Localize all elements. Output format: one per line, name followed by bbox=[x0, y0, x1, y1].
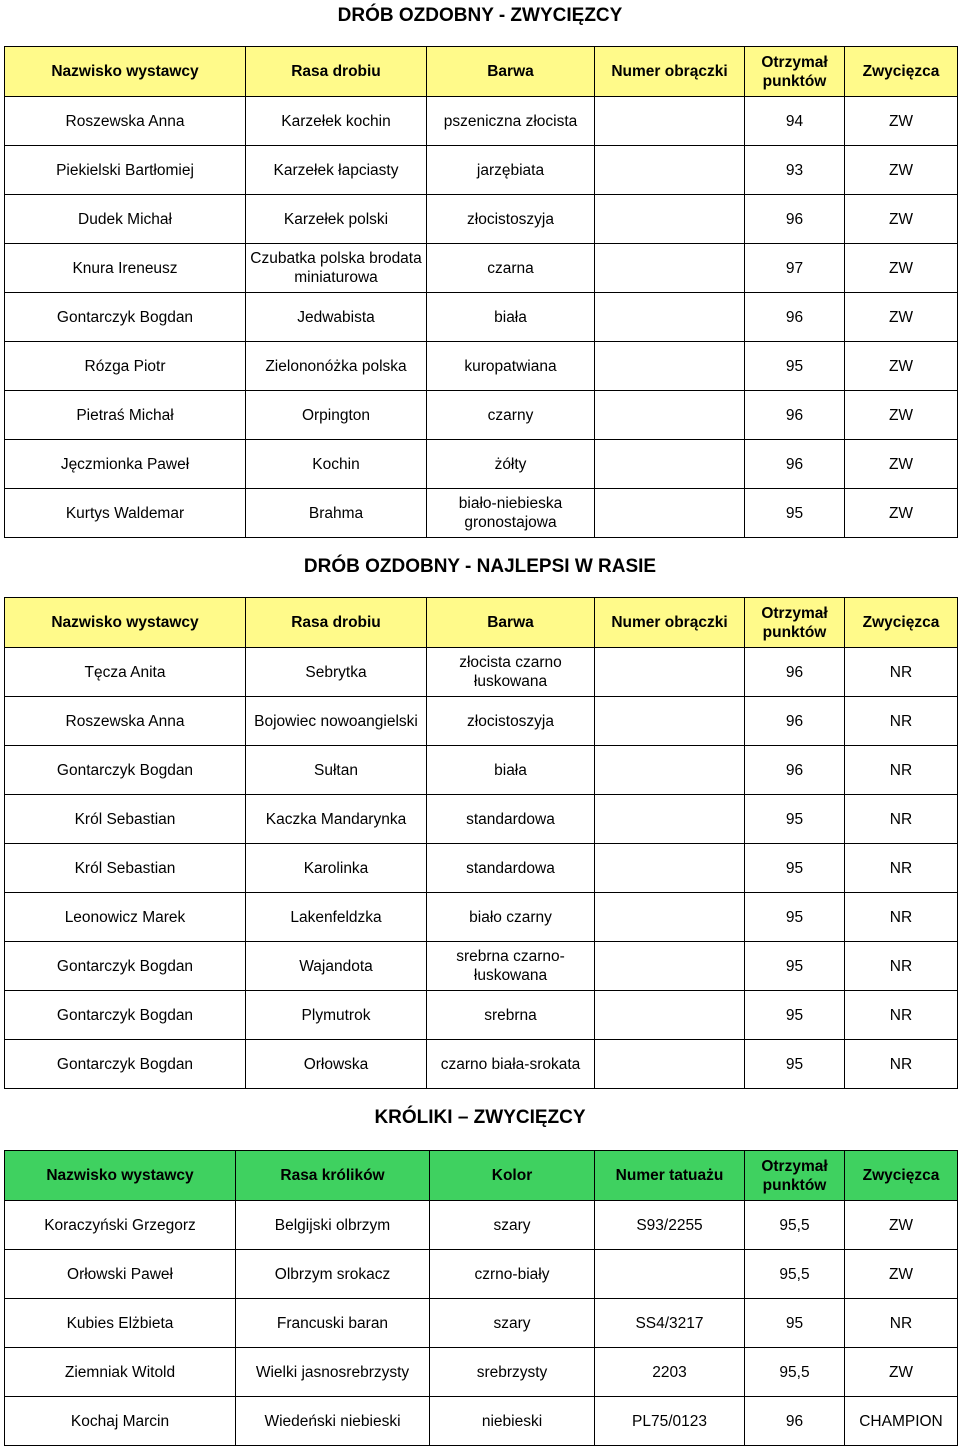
cell-points: 96 bbox=[745, 195, 845, 244]
cell-color: złocista czarno łuskowana bbox=[427, 648, 595, 697]
cell-exhibitor-name: Kochaj Marcin bbox=[5, 1397, 236, 1446]
header-ring-number: Numer tatuażu bbox=[595, 1151, 745, 1201]
cell-ring-number bbox=[595, 844, 745, 893]
cell-ring-number bbox=[595, 489, 745, 538]
header-color: Kolor bbox=[430, 1151, 595, 1201]
cell-winner: ZW bbox=[845, 146, 958, 195]
cell-ring-number bbox=[595, 391, 745, 440]
header-ring-number: Numer obrączki bbox=[595, 47, 745, 97]
cell-ring-number bbox=[595, 146, 745, 195]
cell-color: czarno biała-srokata bbox=[427, 1040, 595, 1089]
cell-winner: CHAMPION bbox=[845, 1397, 958, 1446]
cell-breed: Wielki jasnosrebrzysty bbox=[236, 1348, 430, 1397]
cell-breed: Orłowska bbox=[246, 1040, 427, 1089]
cell-points: 96 bbox=[745, 746, 845, 795]
table-row bbox=[5, 489, 958, 538]
cell-points: 95 bbox=[745, 942, 845, 991]
header-points: Otrzymał punktów bbox=[745, 1151, 845, 1201]
cell-winner: ZW bbox=[845, 195, 958, 244]
cell-breed: Belgijski olbrzym bbox=[236, 1201, 430, 1250]
cell-breed: Karzełek kochin bbox=[246, 97, 427, 146]
section-title-rabbit-winners: KRÓLIKI – ZWYCIĘZCY bbox=[374, 1107, 586, 1128]
cell-ring-number bbox=[595, 697, 745, 746]
cell-exhibitor-name: Kurtys Waldemar bbox=[5, 489, 246, 538]
poultry-winners-table bbox=[4, 46, 958, 538]
table-header-row bbox=[5, 1151, 958, 1201]
cell-ring-number bbox=[595, 648, 745, 697]
cell-winner: NR bbox=[845, 942, 958, 991]
table-row bbox=[5, 991, 958, 1040]
cell-exhibitor-name: Ziemniak Witold bbox=[5, 1348, 236, 1397]
cell-exhibitor-name: Król Sebastian bbox=[5, 844, 246, 893]
cell-ring-number bbox=[595, 1040, 745, 1089]
header-color: Barwa bbox=[427, 47, 595, 97]
cell-winner: ZW bbox=[845, 244, 958, 293]
cell-color: biała bbox=[427, 293, 595, 342]
cell-points: 96 bbox=[745, 391, 845, 440]
cell-points: 96 bbox=[745, 293, 845, 342]
cell-points: 95 bbox=[745, 795, 845, 844]
cell-exhibitor-name: Tęcza Anita bbox=[5, 648, 246, 697]
header-breed: Rasa drobiu bbox=[246, 47, 427, 97]
table-row bbox=[5, 146, 958, 195]
table-row bbox=[5, 391, 958, 440]
cell-exhibitor-name: Piekielski Bartłomiej bbox=[5, 146, 246, 195]
cell-breed: Czubatka polska brodata miniaturowa bbox=[246, 244, 427, 293]
table-row bbox=[5, 97, 958, 146]
cell-breed: Plymutrok bbox=[246, 991, 427, 1040]
cell-winner: ZW bbox=[845, 97, 958, 146]
cell-points: 95,5 bbox=[745, 1201, 845, 1250]
cell-winner: NR bbox=[845, 1040, 958, 1089]
cell-exhibitor-name: Król Sebastian bbox=[5, 795, 246, 844]
table-row bbox=[5, 195, 958, 244]
cell-color: biała bbox=[427, 746, 595, 795]
cell-points: 95 bbox=[745, 1040, 845, 1089]
cell-exhibitor-name: Gontarczyk Bogdan bbox=[5, 1040, 246, 1089]
cell-points: 96 bbox=[745, 648, 845, 697]
table-row bbox=[5, 293, 958, 342]
cell-ring-number bbox=[595, 440, 745, 489]
cell-exhibitor-name: Orłowski Paweł bbox=[5, 1250, 236, 1299]
cell-ring-number: PL75/0123 bbox=[595, 1397, 745, 1446]
cell-breed: Orpington bbox=[246, 391, 427, 440]
cell-color: srebrna bbox=[427, 991, 595, 1040]
cell-color: szary bbox=[430, 1201, 595, 1250]
cell-color: czarna bbox=[427, 244, 595, 293]
cell-exhibitor-name: Dudek Michał bbox=[5, 195, 246, 244]
cell-color: standardowa bbox=[427, 795, 595, 844]
cell-points: 95 bbox=[745, 342, 845, 391]
section-title-poultry-best-in-breed: DRÓB OZDOBNY - NAJLEPSI W RASIE bbox=[303, 556, 657, 577]
cell-ring-number bbox=[595, 342, 745, 391]
cell-breed: Wiedeński niebieski bbox=[236, 1397, 430, 1446]
cell-winner: NR bbox=[845, 1299, 958, 1348]
cell-points: 95 bbox=[745, 991, 845, 1040]
header-ring-number: Numer obrączki bbox=[595, 598, 745, 648]
cell-points: 95,5 bbox=[745, 1250, 845, 1299]
cell-breed: Karolinka bbox=[246, 844, 427, 893]
cell-winner: ZW bbox=[845, 342, 958, 391]
cell-ring-number bbox=[595, 746, 745, 795]
cell-color: standardowa bbox=[427, 844, 595, 893]
cell-exhibitor-name: Roszewska Anna bbox=[5, 97, 246, 146]
cell-winner: ZW bbox=[845, 391, 958, 440]
table-row bbox=[5, 342, 958, 391]
cell-breed: Jedwabista bbox=[246, 293, 427, 342]
cell-exhibitor-name: Gontarczyk Bogdan bbox=[5, 293, 246, 342]
cell-breed: Francuski baran bbox=[236, 1299, 430, 1348]
table-row bbox=[5, 1201, 958, 1250]
table-row bbox=[5, 1250, 958, 1299]
cell-winner: ZW bbox=[845, 440, 958, 489]
cell-exhibitor-name: Kubies Elżbieta bbox=[5, 1299, 236, 1348]
cell-points: 95 bbox=[745, 489, 845, 538]
cell-ring-number: 2203 bbox=[595, 1348, 745, 1397]
cell-winner: ZW bbox=[845, 1250, 958, 1299]
header-winner: Zwycięzca bbox=[845, 1151, 958, 1201]
cell-color: złocistoszyja bbox=[427, 697, 595, 746]
cell-ring-number: S93/2255 bbox=[595, 1201, 745, 1250]
table-row bbox=[5, 942, 958, 991]
header-breed: Rasa drobiu bbox=[246, 598, 427, 648]
cell-color: szary bbox=[430, 1299, 595, 1348]
table-row bbox=[5, 844, 958, 893]
cell-breed: Zielononóżka polska bbox=[246, 342, 427, 391]
cell-winner: NR bbox=[845, 893, 958, 942]
cell-exhibitor-name: Leonowicz Marek bbox=[5, 893, 246, 942]
header-points: Otrzymał punktów bbox=[745, 47, 845, 97]
table-row bbox=[5, 244, 958, 293]
cell-color: biało-niebieska gronostajowa bbox=[427, 489, 595, 538]
cell-winner: NR bbox=[845, 746, 958, 795]
cell-ring-number bbox=[595, 795, 745, 844]
cell-breed: Lakenfeldzka bbox=[246, 893, 427, 942]
cell-points: 93 bbox=[745, 146, 845, 195]
cell-ring-number bbox=[595, 195, 745, 244]
header-exhibitor-name: Nazwisko wystawcy bbox=[5, 1151, 236, 1201]
cell-points: 96 bbox=[745, 697, 845, 746]
cell-winner: ZW bbox=[845, 293, 958, 342]
cell-color: czarny bbox=[427, 391, 595, 440]
cell-breed: Olbrzym srokacz bbox=[236, 1250, 430, 1299]
cell-exhibitor-name: Pietraś Michał bbox=[5, 391, 246, 440]
cell-points: 97 bbox=[745, 244, 845, 293]
header-winner: Zwycięzca bbox=[845, 598, 958, 648]
cell-points: 95 bbox=[745, 844, 845, 893]
cell-winner: ZW bbox=[845, 1201, 958, 1250]
table-row bbox=[5, 440, 958, 489]
cell-ring-number bbox=[595, 244, 745, 293]
cell-exhibitor-name: Roszewska Anna bbox=[5, 697, 246, 746]
cell-exhibitor-name: Gontarczyk Bogdan bbox=[5, 746, 246, 795]
cell-color: pszeniczna złocista bbox=[427, 97, 595, 146]
table-row bbox=[5, 795, 958, 844]
cell-exhibitor-name: Rózga Piotr bbox=[5, 342, 246, 391]
cell-ring-number bbox=[595, 97, 745, 146]
cell-points: 95,5 bbox=[745, 1348, 845, 1397]
cell-color: kuropatwiana bbox=[427, 342, 595, 391]
section-title-poultry-winners: DRÓB OZDOBNY - ZWYCIĘZCY bbox=[337, 5, 623, 26]
header-exhibitor-name: Nazwisko wystawcy bbox=[5, 47, 246, 97]
cell-color: jarzębiata bbox=[427, 146, 595, 195]
cell-exhibitor-name: Gontarczyk Bogdan bbox=[5, 991, 246, 1040]
cell-color: czrno-biały bbox=[430, 1250, 595, 1299]
table-row bbox=[5, 1299, 958, 1348]
cell-points: 96 bbox=[745, 1397, 845, 1446]
cell-winner: ZW bbox=[845, 489, 958, 538]
cell-exhibitor-name: Knura Ireneusz bbox=[5, 244, 246, 293]
table-row bbox=[5, 1397, 958, 1446]
cell-ring-number bbox=[595, 893, 745, 942]
cell-color: biało czarny bbox=[427, 893, 595, 942]
cell-breed: Bojowiec nowoangielski bbox=[246, 697, 427, 746]
table-row bbox=[5, 1348, 958, 1397]
cell-winner: NR bbox=[845, 991, 958, 1040]
header-exhibitor-name: Nazwisko wystawcy bbox=[5, 598, 246, 648]
cell-ring-number bbox=[595, 1250, 745, 1299]
cell-color: złocistoszyja bbox=[427, 195, 595, 244]
cell-winner: NR bbox=[845, 844, 958, 893]
poultry-best-in-breed-table bbox=[4, 597, 958, 1089]
header-winner: Zwycięzca bbox=[845, 47, 958, 97]
header-color: Barwa bbox=[427, 598, 595, 648]
cell-winner: NR bbox=[845, 697, 958, 746]
cell-ring-number bbox=[595, 293, 745, 342]
cell-breed: Wajandota bbox=[246, 942, 427, 991]
cell-ring-number bbox=[595, 991, 745, 1040]
cell-breed: Karzełek polski bbox=[246, 195, 427, 244]
cell-exhibitor-name: Jęczmionka Paweł bbox=[5, 440, 246, 489]
cell-winner: NR bbox=[845, 648, 958, 697]
cell-exhibitor-name: Gontarczyk Bogdan bbox=[5, 942, 246, 991]
cell-points: 96 bbox=[745, 440, 845, 489]
cell-points: 95 bbox=[745, 1299, 845, 1348]
cell-breed: Brahma bbox=[246, 489, 427, 538]
table-row bbox=[5, 697, 958, 746]
header-breed: Rasa królików bbox=[236, 1151, 430, 1201]
cell-color: niebieski bbox=[430, 1397, 595, 1446]
header-points: Otrzymał punktów bbox=[745, 598, 845, 648]
table-row bbox=[5, 1040, 958, 1089]
cell-color: srebrna czarno-łuskowana bbox=[427, 942, 595, 991]
table-row bbox=[5, 648, 958, 697]
cell-breed: Sebrytka bbox=[246, 648, 427, 697]
cell-winner: ZW bbox=[845, 1348, 958, 1397]
cell-breed: Karzełek łapciasty bbox=[246, 146, 427, 195]
cell-ring-number bbox=[595, 942, 745, 991]
cell-exhibitor-name: Koraczyński Grzegorz bbox=[5, 1201, 236, 1250]
table-header-row bbox=[5, 598, 958, 648]
table-row bbox=[5, 893, 958, 942]
table-row bbox=[5, 746, 958, 795]
cell-points: 94 bbox=[745, 97, 845, 146]
rabbit-winners-table bbox=[4, 1150, 958, 1446]
cell-color: srebrzysty bbox=[430, 1348, 595, 1397]
table-header-row bbox=[5, 47, 958, 97]
cell-ring-number: SS4/3217 bbox=[595, 1299, 745, 1348]
cell-points: 95 bbox=[745, 893, 845, 942]
cell-breed: Kaczka Mandarynka bbox=[246, 795, 427, 844]
cell-breed: Kochin bbox=[246, 440, 427, 489]
cell-breed: Sułtan bbox=[246, 746, 427, 795]
cell-winner: NR bbox=[845, 795, 958, 844]
cell-color: żółty bbox=[427, 440, 595, 489]
